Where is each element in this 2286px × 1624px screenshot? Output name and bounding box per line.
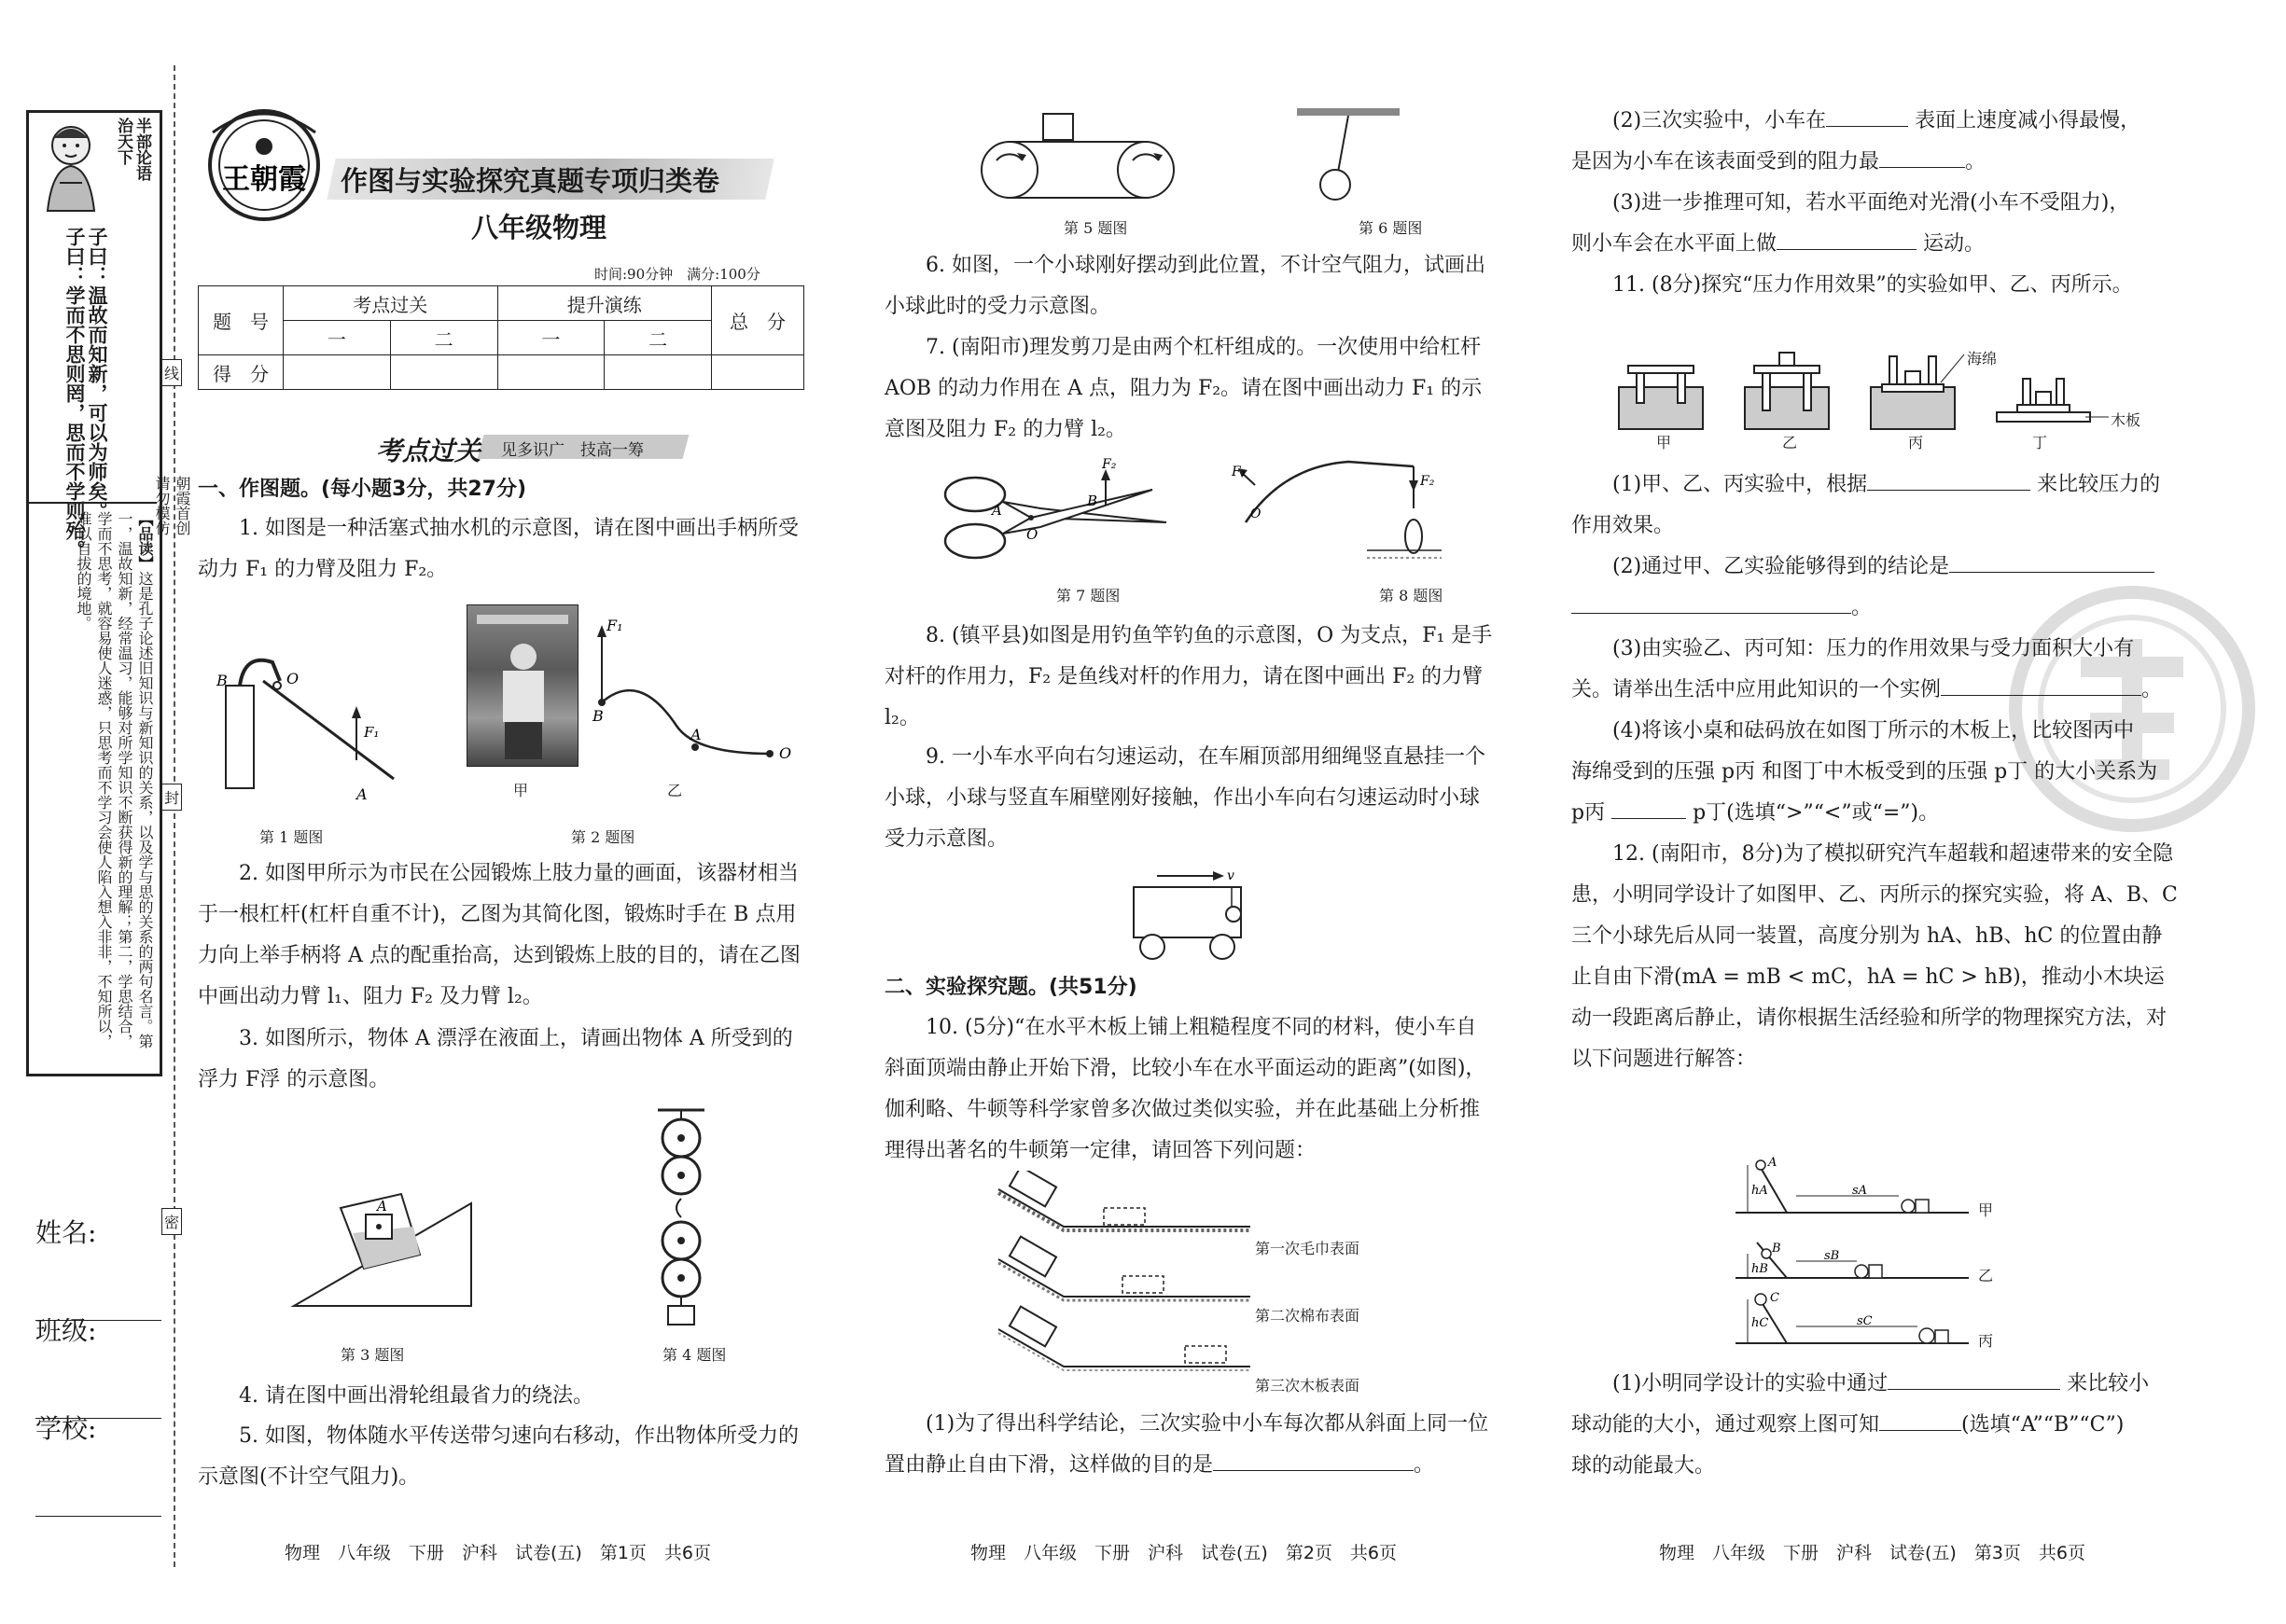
question-8: 8. (镇平县)如图是用钓鱼竿钓鱼的示意图，O 为支点，F₁ 是手对杆的作用力，F₂ 是鱼线对杆的作用力，请在图中画出 F₂ 的力臂 l₂。 (885, 624, 1493, 729)
svg-text:hC: hC (1751, 1316, 1769, 1330)
answer-blank-10-3[interactable] (1777, 227, 1917, 250)
cut-mark-3: 密 (161, 1208, 182, 1235)
svg-text:hA: hA (1751, 1184, 1768, 1198)
svg-text:sC: sC (1857, 1314, 1873, 1328)
cut-line (174, 65, 175, 1567)
cut-mark-2: 封 (161, 784, 182, 811)
caption-fig2: 第 2 题图 (571, 828, 635, 846)
score-cell[interactable] (497, 355, 605, 390)
svg-text:v: v (1227, 868, 1234, 883)
class-field[interactable] (35, 1311, 161, 1419)
answer-blank-10-2b[interactable] (1879, 145, 1965, 168)
vertical-note: 朝霞首创 请勿模仿 (153, 476, 191, 535)
question-4: 4. 请在图中画出滑轮组最省力的绕法。 (239, 1384, 593, 1408)
fig11-label-jia: 甲 (1656, 434, 1672, 451)
question-3: 3. 如图所示，物体 A 漂浮在液面上，请画出物体 A 所受到的浮力 F浮 的示意图。 (198, 1027, 793, 1091)
brand-logo (194, 104, 334, 226)
answer-blank-11-1[interactable] (1867, 467, 2030, 491)
sidebar-quote: 子曰：温故而知新，可以为师矣。 子曰：学而不思则罔，思而不学则殆。 (63, 227, 108, 560)
question-10-1: (1)为了得出科学结论，三次实验中小车每次都从斜面上同一位置由静止自由下滑，这样做的目的是 。 (885, 1412, 1489, 1477)
fig12-label-bing: 丙 (1978, 1332, 1994, 1350)
svg-text:A: A (992, 502, 1002, 519)
svg-text:B: B (592, 707, 604, 725)
section-banner-title: 考点过关 (376, 436, 481, 466)
fig6-pendulum (1292, 104, 1404, 207)
score-sub-4: 二 (605, 321, 712, 355)
question-10: 10. (5分)“在水平木板上铺上粗糙程度不同的材料，使小车自斜面顶端由静止开始下滑，比较小车在水平面运动的距离”(如图)，伽利略、牛顿等科学家曾多次做过类似实验，并在此基础上分析推理得出著名的牛顿第一定律，请回答下列问题： (885, 1016, 1486, 1162)
fig2-label-jia: 甲 (513, 782, 529, 799)
score-sub-1: 一 (284, 321, 391, 355)
reading-label: 【品读】 (136, 511, 154, 571)
caption-fig8: 第 8 题图 (1379, 587, 1443, 604)
fig11-yi (1745, 353, 1829, 429)
ramp-1 (998, 1171, 1250, 1230)
svg-text:A: A (1768, 1157, 1777, 1170)
score-label: 得 分 (199, 355, 284, 390)
paper-title: 作图与实验探究真题专项归类卷 (341, 165, 720, 197)
score-header-question: 题 号 (199, 286, 284, 355)
fig11-label-yi: 乙 (1782, 434, 1798, 451)
score-cell[interactable] (605, 355, 712, 390)
fig12-bing (1735, 1291, 1969, 1343)
svg-text:A: A (356, 785, 368, 802)
fig7-scissors (938, 457, 1171, 569)
caption-fig6: 第 6 题图 (1359, 219, 1423, 237)
svg-text:F₁: F₁ (1232, 465, 1247, 479)
svg-text:B: B (216, 672, 228, 689)
paper-subtitle: 八年级物理 (471, 212, 607, 243)
left-sidebar (26, 110, 162, 1080)
answer-blank-10-2a[interactable] (1826, 104, 1908, 127)
svg-text:O: O (286, 670, 300, 687)
question-2: 2. 如图甲所示为市民在公园锻炼上肢力量的画面，该器材相当于一根杠杆(杠杆自重不计)，乙图为其简化图，锻炼时手在 B 点用力向上举手柄将 A 点的配重抬高，达到锻炼上肢的目的，请在乙图中画出动力臂 l₁、阻力 F₂ 及力臂 l₂。 (198, 862, 801, 1008)
fig9-cart (1129, 863, 1250, 961)
cut-mark-1: 线 (161, 359, 182, 386)
svg-text:hB: hB (1751, 1262, 1768, 1276)
answer-blank-12-1b[interactable] (1879, 1408, 1961, 1431)
section-banner-slogan: 见多识广 技高一筹 (501, 441, 644, 460)
score-cell[interactable] (390, 355, 497, 390)
fig12-ramps (1731, 1157, 1973, 1353)
svg-text:F₁: F₁ (364, 724, 380, 741)
svg-text:O: O (779, 744, 792, 762)
svg-text:A: A (690, 726, 702, 743)
fig1-pump (207, 639, 403, 802)
fig12-yi (1735, 1242, 1969, 1278)
svg-text:F₂: F₂ (1102, 457, 1117, 472)
question-9: 9. 一小车水平向右匀速运动，在车厢顶部用细绳竖直悬挂一个小球，小球与竖直车厢壁刚好接触，作出小车向右匀速运动时小球受力示意图。 (885, 745, 1485, 851)
caption-fig7: 第 7 题图 (1056, 587, 1121, 604)
caption-fig5: 第 5 题图 (1064, 219, 1128, 237)
school-field[interactable] (35, 1409, 161, 1517)
ramp-2 (998, 1237, 1250, 1300)
caption-fig1: 第 1 题图 (259, 828, 324, 846)
score-sub-2: 二 (390, 321, 497, 355)
score-cell[interactable] (712, 355, 804, 390)
logo-text: 王朝霞 (222, 163, 306, 196)
svg-text:B: B (1772, 1242, 1781, 1256)
svg-text:sB: sB (1824, 1249, 1840, 1263)
score-cell[interactable] (284, 355, 391, 390)
sidebar-reading: 【品读】这是孔子论述旧知识与新知识的关系，以及学与思的关系的两句名言。第一，温故知新，经常温习，能够对所学知识不断获得新的理解；第二，学思结合，学而不思考，就容易使人迷惑，只思考而不学习会使人陷入想入非非，不知所以，难以自拔的境地。 (75, 511, 154, 1048)
section-banner (369, 431, 686, 466)
surface-label-1: 第一次毛巾表面 (1255, 1240, 1360, 1257)
svg-text:O: O (1250, 507, 1261, 521)
fig11-label-bing: 丙 (1908, 434, 1924, 451)
fig11-pressure (1614, 345, 2183, 438)
question-1: 1. 如图是一种活塞式抽水机的示意图，请在图中画出手柄所受动力 F₁ 的力臂及阻力 F₂。 (198, 517, 799, 581)
fig2-diagram (583, 614, 798, 777)
fig12-label-jia: 甲 (1978, 1201, 1994, 1219)
class-label: 班级: (35, 1315, 97, 1346)
exam-meta: 时间:90分钟 满分:100分 (594, 266, 760, 283)
fig4-pulley (653, 1105, 709, 1329)
question-5: 5. 如图，物体随水平传送带匀速向右移动，作出物体所受力的示意图(不计空气阻力)。 (198, 1424, 799, 1489)
confucius-icon (34, 118, 108, 215)
caption-fig4: 第 4 题图 (662, 1346, 727, 1364)
footer-page-3: 物理 八年级 下册 沪科 试卷(五) 第3页 共6页 (1659, 1543, 2086, 1563)
answer-blank-11-4[interactable] (1611, 796, 1686, 819)
fig2-label-yi: 乙 (667, 782, 683, 799)
answer-blank-11-2b[interactable] (1571, 590, 1851, 614)
answer-blank-10-1[interactable] (1213, 1448, 1414, 1471)
footer-page-1: 物理 八年级 下册 沪科 试卷(五) 第1页 共6页 (285, 1543, 712, 1563)
question-7: 7. (南阳市)理发剪刀是由两个杠杆组成的。一次使用中给杠杆 AOB 的动力作用在 A 点，阻力为 F₂。请在图中画出动力 F₁ 的示意图及阻力 F₂ 的力臂 l₂。 (885, 336, 1483, 441)
svg-text:A: A (377, 1198, 387, 1215)
answer-blank-11-2a[interactable] (1949, 549, 2154, 573)
caption-fig3: 第 3 题图 (341, 1346, 405, 1364)
fig11-label-sponge: 海绵 (1967, 350, 1998, 368)
question-11: 11. (8分)探究“压力作用效果”的实验如甲、乙、丙所示。 (1612, 273, 2133, 297)
fig11-jia (1619, 366, 1703, 429)
score-header-total: 总 分 (712, 286, 804, 355)
name-label: 姓名: (35, 1217, 97, 1248)
fig12-label-yi: 乙 (1978, 1267, 1994, 1284)
fig10-ramps (994, 1171, 1255, 1404)
fig2-photo (467, 604, 578, 767)
fig8-fishing-rod (1227, 457, 1442, 574)
question-6: 6. 如图，一个小球刚好摆动到此位置，不计空气阻力，试画出小球此时的受力示意图。 (885, 254, 1485, 318)
svg-text:F₁: F₁ (606, 617, 623, 634)
surface-label-3: 第三次木板表面 (1255, 1377, 1360, 1395)
fig12-jia (1735, 1157, 1969, 1213)
footer-page-2: 物理 八年级 下册 沪科 试卷(五) 第2页 共6页 (970, 1543, 1398, 1563)
score-header-improve: 提升演练 (497, 286, 712, 321)
name-field[interactable] (35, 1213, 161, 1321)
question-12: 12. (南阳市，8分)为了模拟研究汽车超载和超速带来的安全隐患，小明同学设计了如图甲、乙、丙所示的探究实验，将 A、B、C 三个小球先后从同一装置，高度分别为 hA、hB、hC 的位置由静止自由下滑(mA = mB < mC，hA = hC > hB)，推动小木块运动一段距离后静止，请你根据生活经验和所学的物理探究方法，对以下问题进行解答： (1571, 842, 2178, 1071)
fig5-conveyor (970, 104, 1185, 207)
svg-text:sA: sA (1852, 1184, 1868, 1198)
question-11-body: (1)甲、乙、丙实验中，根据 来比较压力的 作用效果。 (2)通过甲、乙实验能够得到的结论是 。 (3)由实验乙、丙可知：压力的作用效果与受力面积大小有 关。请举出生活中应用此知识的一个实例 。 (4)将该小桌和砝码放在如图丁所示的木板上，比较图丙中 海绵受到的压强 p丙 和图丁中木板受到的压强 p丁 的大小关系为 p丙 p丁(选填“>”“<”或“=”)。 12. (南阳市，8分)为了模拟研究汽车超载和超速带来的安全隐患，小明同学设计了如图甲、乙、丙所示的探究实验，将 A、B、C 三个小球先后从同一装置，高度分别为 hA、hB、hC 的位置由静止自由下滑(mA = mB < mC，hA = hC > hB)，推动小木块运动一段距离后静止，请你根据生活经验和所学的物理探究方法，对以下问题进行解答： (1571, 465, 2178, 1080)
ramp-3 (998, 1307, 1250, 1370)
sidebar-header: 半部论语 治天下 (114, 118, 151, 181)
question-12-1: (1)小明同学设计的实验中通过 来比较小 球动能的大小，通过观察上图可知 (选填“A”“B”“C”) 球的动能最大。 (1571, 1364, 2178, 1487)
school-label: 学校: (35, 1413, 97, 1444)
svg-text:C: C (1770, 1291, 1779, 1305)
answer-blank-12-1a[interactable] (1888, 1367, 2060, 1390)
quote-divider (26, 502, 157, 504)
question-10-2: (2)三次实验中，小车在 表面上速度减小得最慢， 是因为小车在该表面受到的阻力最 。 (3)进一步推理可知，若水平面绝对光滑(小车不受阻力)， 则小车会在水平面上做 运动。 11. (8分)探究“压力作用效果”的实验如甲、乙、丙所示。 (1571, 101, 2178, 306)
score-sub-3: 一 (497, 321, 605, 355)
section1-heading: 一、作图题。(每小题3分，共27分) (198, 478, 527, 501)
fig11-bing (1871, 354, 1964, 429)
fig11-label-board: 木板 (2111, 411, 2141, 429)
score-table (198, 285, 804, 390)
score-header-pass: 考点过关 (284, 286, 498, 321)
surface-label-2: 第二次棉布表面 (1255, 1307, 1360, 1325)
fig11-label-ding: 丁 (2032, 434, 2048, 451)
section2-heading: 二、实验探究题。(共51分) (885, 976, 1137, 999)
fig3-floating-object (289, 1175, 476, 1311)
answer-blank-11-3[interactable] (1941, 673, 2141, 696)
fig11-ding (1997, 379, 2109, 422)
svg-text:O: O (1026, 526, 1038, 543)
svg-text:F₂: F₂ (1420, 474, 1435, 489)
svg-text:B: B (1087, 493, 1098, 509)
